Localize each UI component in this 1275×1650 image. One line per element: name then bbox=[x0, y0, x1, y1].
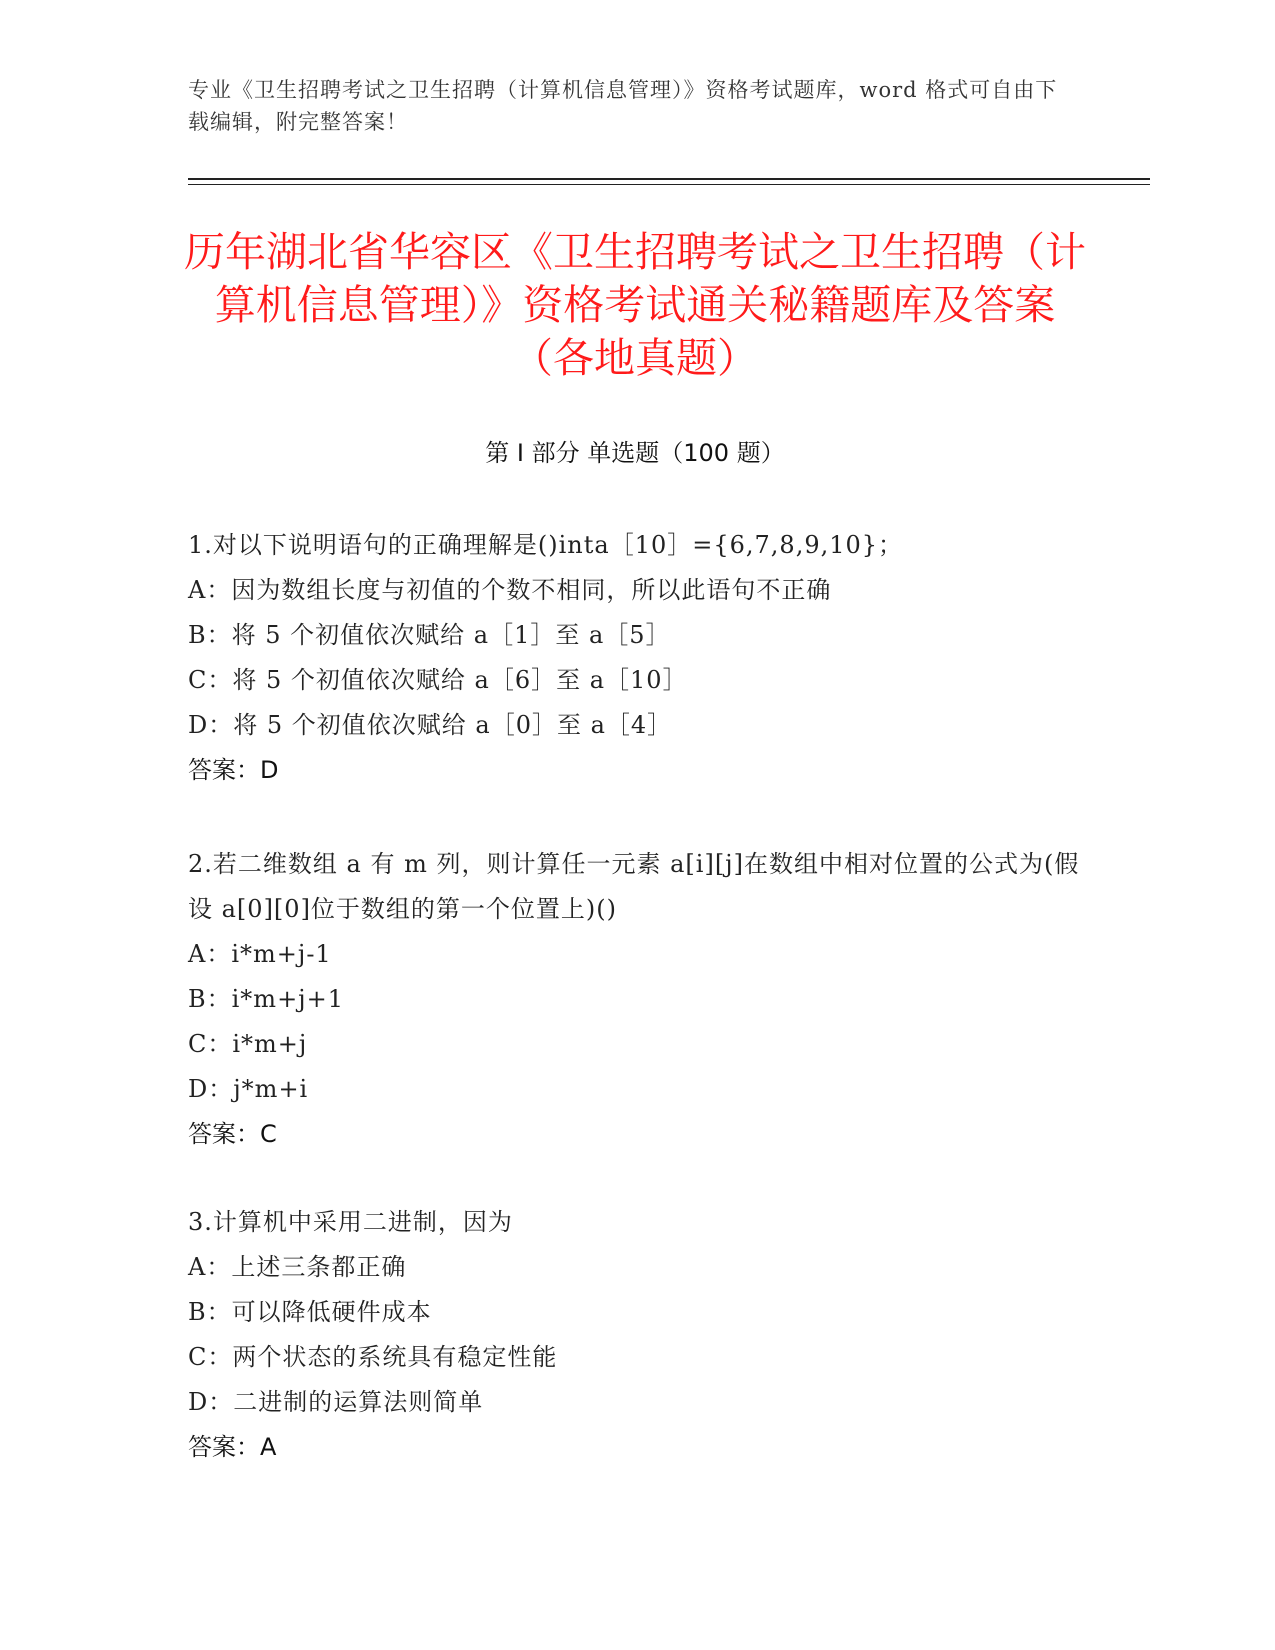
option-a: A：上述三条都正确 bbox=[188, 1253, 407, 1281]
answer-line: 答案：A bbox=[188, 1433, 277, 1461]
question-1 bbox=[188, 523, 1088, 793]
option-c: C：i*m+j bbox=[188, 1030, 308, 1058]
header-divider-thick bbox=[188, 178, 1150, 180]
option-d: D：二进制的运算法则简单 bbox=[188, 1388, 484, 1416]
option-a: A：因为数组长度与初值的个数不相同，所以此语句不正确 bbox=[188, 576, 832, 604]
option-b: B：将 5 个初值依次赋给 a［1］至 a［5］ bbox=[188, 621, 671, 649]
question-stem: 2.若二维数组 a 有 m 列，则计算任一元素 a[i][j]在数组中相对位置的公式为(假设 a[0][0]位于数组的第一个位置上)() bbox=[188, 850, 1080, 923]
option-c: C：两个状态的系统具有稳定性能 bbox=[188, 1343, 558, 1371]
option-c: C：将 5 个初值依次赋给 a［6］至 a［10］ bbox=[188, 666, 688, 694]
section-heading: 第 I 部分 单选题（100 题） bbox=[485, 439, 785, 467]
option-d: D：j*m+i bbox=[188, 1075, 309, 1103]
question-stem: 3.计算机中采用二进制，因为 bbox=[188, 1208, 513, 1236]
question-2 bbox=[188, 842, 1088, 1157]
answer-line: 答案：C bbox=[188, 1120, 277, 1148]
question-3 bbox=[188, 1200, 1088, 1470]
option-d: D：将 5 个初值依次赋给 a［0］至 a［4］ bbox=[188, 711, 673, 739]
option-b: B：i*m+j+1 bbox=[188, 985, 344, 1013]
question-stem: 1.对以下说明语句的正确理解是()inta［10］={6,7,8,9,10}； bbox=[188, 531, 904, 559]
header-divider-thin bbox=[188, 184, 1150, 185]
document-header-note: 专业《卫生招聘考试之卫生招聘（计算机信息管理）》资格考试题库，word 格式可自由下载编辑，附完整答案！ bbox=[188, 78, 1058, 134]
option-a: A：i*m+j-1 bbox=[188, 940, 332, 968]
answer-line: 答案：D bbox=[188, 756, 279, 784]
option-b: B：可以降低硬件成本 bbox=[188, 1298, 432, 1326]
document-title: 历年湖北省华容区《卫生招聘考试之卫生招聘（计算机信息管理）》资格考试通关秘籍题库及答案（各地真题） bbox=[184, 228, 1086, 382]
